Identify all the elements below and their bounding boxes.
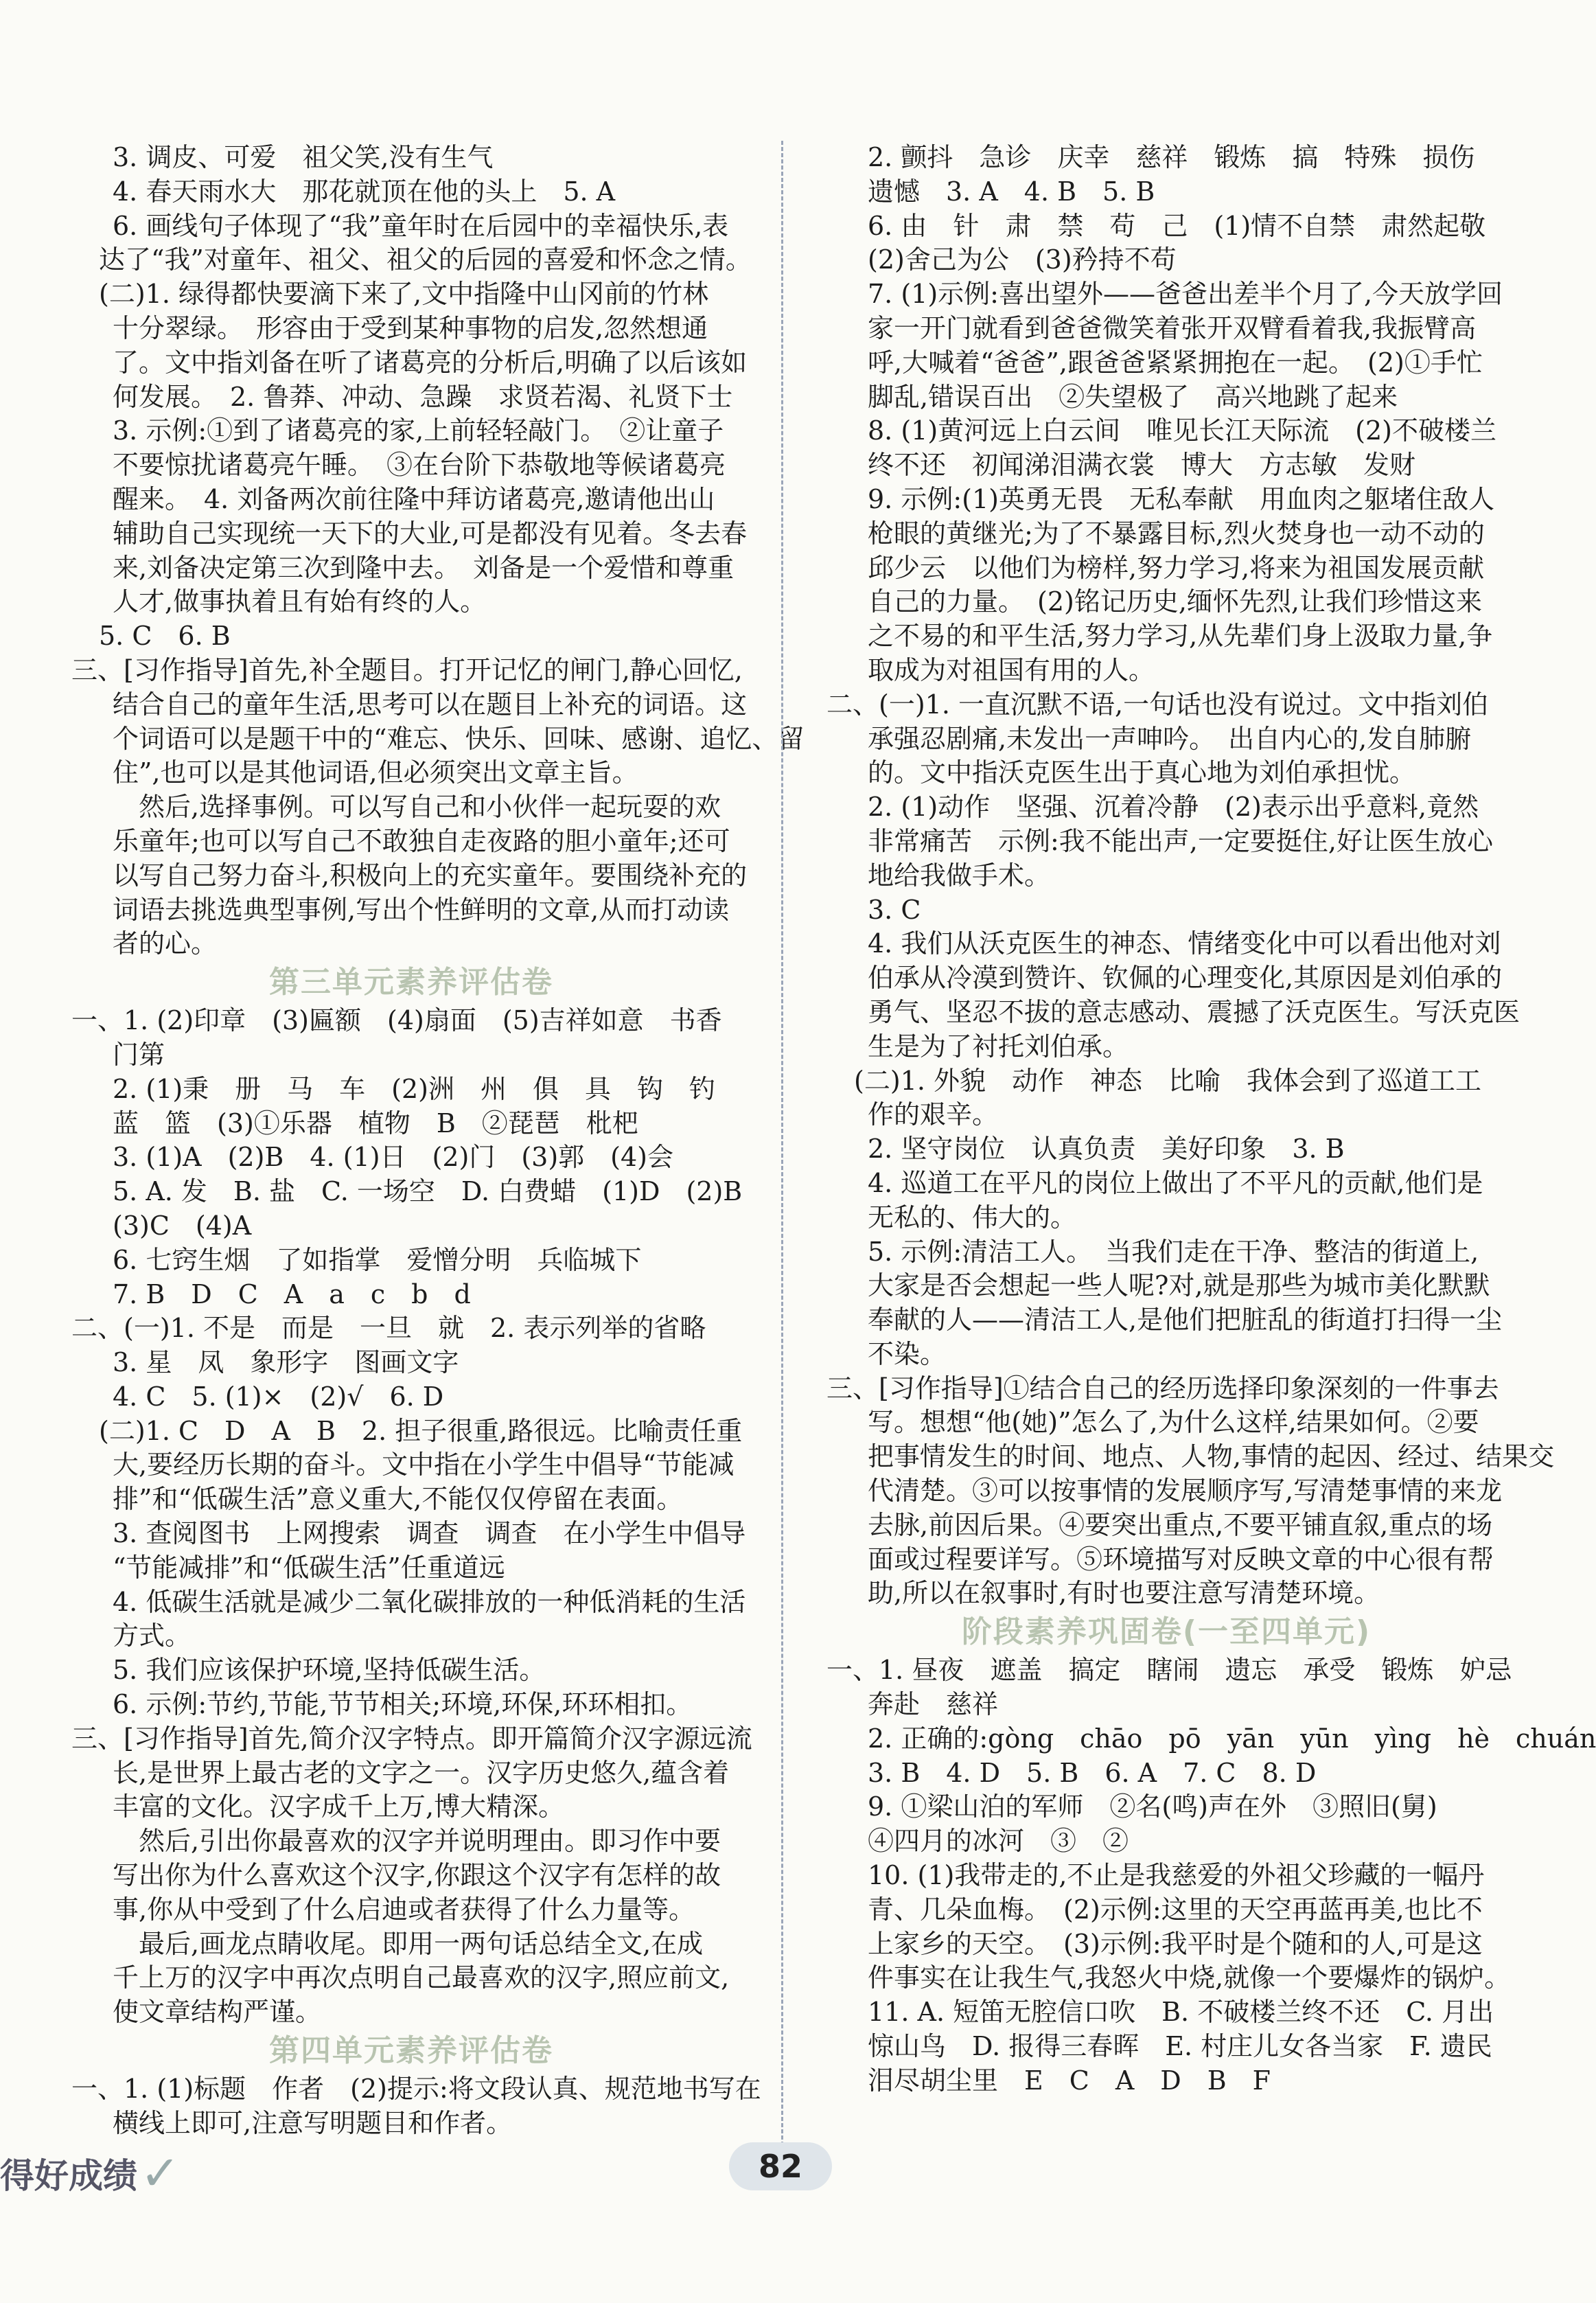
left-answer-line: 三、[习作指导]首先,简介汉字特点。即开篇简介汉字源远流 <box>71 1723 752 1754</box>
right-answer-line: 2. 正确的:gòng chāo pō yān yūn yìng hè chuán <box>868 1723 1596 1754</box>
left-answer-line: 横线上即可,注意写明题目和作者。 <box>113 2107 513 2138</box>
left-answer-line: 3. 查阅图书 上网搜索 调查 调查 在小学生中倡导 <box>113 1518 746 1549</box>
left-answer-line: 十分翠绿。 形容由于受到某种事物的启发,忽然想通 <box>113 312 708 343</box>
left-answer-line: 3. (1)A (2)B 4. (1)日 (2)门 (3)郭 (4)会 <box>113 1142 674 1173</box>
left-answer-line: 3. 示例:①到了诸葛亮的家,上前轻轻敲门。 ②让童子 <box>113 415 724 446</box>
right-column <box>826 141 1596 2098</box>
checkmark-icon: ✓ <box>140 2145 181 2201</box>
right-answer-line: 3. C <box>868 894 921 925</box>
right-answer-line: 11. A. 短笛无腔信口吹 B. 不破楼兰终不还 C. 月出 <box>868 1997 1494 2028</box>
right-answer-line: 一、1. 昼夜 遮盖 搞定 瞎闹 遗忘 承受 锻炼 妒忌 <box>826 1655 1512 1686</box>
left-answer-line: 一、1. (1)标题 作者 (2)提示:将文段认真、规范地书写在 <box>71 2074 761 2105</box>
right-answer-line: 3. B 4. D 5. B 6. A 7. C 8. D <box>868 1757 1317 1788</box>
right-answer-line: 地给我做手术。 <box>868 860 1051 891</box>
left-answer-line: 个词语可以是题干中的“难忘、快乐、回味、感谢、追忆、留 <box>113 723 805 754</box>
left-answer-line: 5. 我们应该保护环境,坚持低碳生活。 <box>113 1655 546 1686</box>
left-answer-line: 写出你为什么喜欢这个汉字,你跟这个汉字有怎样的故 <box>113 1860 721 1891</box>
right-answer-line: 4. 我们从沃克医生的神态、情绪变化中可以看出他对刘 <box>868 928 1501 959</box>
page-number: 82 <box>729 2142 832 2190</box>
right-answer-line: 去脉,前因后果。④要突出重点,不要平铺直叙,重点的场 <box>868 1509 1493 1540</box>
left-answer-line: 达了“我”对童年、祖父、祖父的后园的喜爱和怀念之情。 <box>99 244 752 275</box>
column-divider <box>781 141 783 2146</box>
left-answer-line: 三、[习作指导]首先,补全题目。打开记忆的闸门,静心回忆, <box>71 654 743 685</box>
right-answer-line: 三、[习作指导]①结合自己的经历选择印象深刻的一件事去 <box>826 1373 1499 1403</box>
right-answer-line: 自己的力量。 (2)铭记历史,缅怀先烈,让我们珍惜这来 <box>868 586 1482 617</box>
right-answer-line: 的。文中指沃克医生出于真心地为刘伯承担忧。 <box>868 757 1416 788</box>
brand-text: 得好成绩 <box>0 2156 137 2196</box>
right-answer-line: (2)舍己为公 (3)矜持不苟 <box>868 244 1177 275</box>
right-answer-line: 写。想想“他(她)”怎么了,为什么这样,结果如何。②要 <box>868 1407 1479 1438</box>
left-answer-line: 二、(一)1. 不是 而是 一旦 就 2. 表示列举的省略 <box>71 1313 706 1344</box>
left-answer-line: 6. 七窍生烟 了如指掌 爱憎分明 兵临城下 <box>113 1244 642 1275</box>
left-answer-line: 4. 春天雨水大 那花就顶在他的头上 5. A <box>113 176 616 207</box>
right-answer-line: 6. 由 针 肃 禁 苟 己 (1)情不自禁 肃然起敬 <box>868 210 1486 241</box>
right-answer-line: 伯承从冷漠到赞许、钦佩的心理变化,其原因是刘伯承的 <box>868 963 1503 994</box>
left-answer-line: 以写自己努力奋斗,积极向上的充实童年。要围绕补充的 <box>113 860 748 891</box>
right-answer-line: 承强忍剧痛,未发出一声呻吟。 出自内心的,发自肺腑 <box>868 723 1472 754</box>
right-answer-line: 面或过程要详写。⑤环境描写对反映文章的中心很有帮 <box>868 1544 1494 1574</box>
right-answer-line: 10. (1)我带走的,不止是我慈爱的外祖父珍藏的一幅丹 <box>868 1860 1485 1891</box>
right-answer-line: 生是为了衬托刘伯承。 <box>868 1031 1129 1062</box>
left-answer-line: 3. 调皮、可爱 祖父笑,没有生气 <box>113 142 494 172</box>
right-answer-line: 泪尽胡尘里 E C A D B F <box>868 2065 1271 2096</box>
right-answer-line: 作的艰辛。 <box>868 1099 999 1130</box>
left-answer-line: 辅助自己实现统一天下的大业,可是都没有见着。冬去春 <box>113 518 748 549</box>
right-answer-line: 件事实在让我生气,我怒火中烧,就像一个要爆炸的锅炉。 <box>868 1962 1511 1993</box>
right-answer-line: 2. (1)动作 坚强、沉着冷静 (2)表示出乎意料,竟然 <box>868 792 1479 823</box>
left-answer-line: 使文章结构严谨。 <box>113 1997 322 2028</box>
left-answer-line: 乐童年;也可以写自己不敢独自走夜路的胆小童年;还可 <box>113 825 730 856</box>
right-answer-line: 2. 颤抖 急诊 庆幸 慈祥 锻炼 搞 特殊 损伤 <box>868 142 1475 172</box>
left-answer-line: 5. A. 发 B. 盐 C. 一场空 D. 白费蜡 (1)D (2)B <box>113 1176 743 1207</box>
left-answer-line: 6. 示例:节约,节能,节节相关;环境,环保,环环相扣。 <box>113 1689 693 1720</box>
right-answer-line: 2. 坚守岗位 认真负责 美好印象 3. B <box>868 1134 1345 1165</box>
left-answer-line: 方式。 <box>113 1620 192 1651</box>
right-answer-line: 5. 示例:清洁工人。 当我们走在干净、整洁的街道上, <box>868 1236 1479 1267</box>
right-answer-line: 邱少云 以他们为榜样,努力学习,将来为祖国发展贡献 <box>868 552 1485 583</box>
left-answer-line: 丰富的文化。汉字成千上万,博大精深。 <box>113 1791 565 1822</box>
right-answer-line: 8. (1)黄河远上白云间 唯见长江天际流 (2)不破楼兰 <box>868 415 1496 446</box>
right-answer-line: 无私的、伟大的。 <box>868 1202 1077 1233</box>
right-answer-line: 代清楚。③可以按事情的发展顺序写,写清楚事情的来龙 <box>868 1476 1503 1506</box>
left-answer-line: 2. (1)秉 册 马 车 (2)洲 州 俱 具 钩 钓 <box>113 1073 715 1104</box>
right-answer-line: 遗憾 3. A 4. B 5. B <box>868 176 1155 207</box>
section-title: 第四单元素养评估卷 <box>269 2033 553 2069</box>
left-answer-line: 门第 <box>113 1039 165 1070</box>
left-answer-line: 结合自己的童年生活,思考可以在题目上补充的词语。这 <box>113 689 748 720</box>
left-answer-line: 排”和“低碳生活”意义重大,不能仅仅停留在表面。 <box>113 1484 683 1515</box>
left-answer-line: 住”,也可以是其他词语,但必须突出文章主旨。 <box>113 757 638 788</box>
right-answer-line: 4. 巡道工在平凡的岗位上做出了不平凡的贡献,他们是 <box>868 1167 1483 1198</box>
right-answer-line: ④四月的冰河 ③ ② <box>868 1826 1129 1857</box>
left-answer-line: (二)1. C D A B 2. 担子很重,路很远。比喻责任重 <box>99 1415 743 1446</box>
left-answer-line: 4. 低碳生活就是减少二氧化碳排放的一种低消耗的生活 <box>113 1586 746 1617</box>
left-answer-line: (3)C (4)A <box>113 1210 252 1241</box>
right-answer-line: 大家是否会想起一些人呢?对,就是那些为城市美化默默 <box>868 1270 1490 1301</box>
right-answer-line: 9. 示例:(1)英勇无畏 无私奉献 用血肉之躯堵住敌人 <box>868 483 1494 514</box>
right-answer-line: 终不还 初闻涕泪满衣裳 博大 方志敏 发财 <box>868 450 1416 481</box>
right-answer-line: 助,所以在叙事时,有时也要注意写清楚环境。 <box>868 1578 1380 1609</box>
right-answer-line: 7. (1)示例:喜出望外——爸爸出差半个月了,今天放学回 <box>868 279 1503 310</box>
left-answer-line: 大,要经历长期的奋斗。文中指在小学生中倡导“节能减 <box>113 1450 735 1480</box>
left-answer-line: 3. 星 凤 象形字 图画文字 <box>113 1347 459 1378</box>
left-answer-line: 5. C 6. B <box>99 621 231 652</box>
left-answer-line: 4. C 5. (1)× (2)√ 6. D <box>113 1381 444 1412</box>
right-answer-line: 把事情发生的时间、地点、人物,事情的起因、经过、结果交 <box>868 1441 1555 1472</box>
right-answer-line: 二、(一)1. 一直沉默不语,一句话也没有说过。文中指刘伯 <box>826 689 1489 720</box>
left-answer-line: 事,你从中受到了什么启迪或者获得了什么力量等。 <box>113 1894 695 1925</box>
left-answer-line: (二)1. 绿得都快要滴下来了,文中指隆中山冈前的竹林 <box>99 279 709 310</box>
left-answer-line: 最后,画龙点睛收尾。即用一两句话总结全文,在成 <box>113 1928 704 1959</box>
left-answer-line: 醒来。 4. 刘备两次前往隆中拜访诸葛亮,邀请他出山 <box>113 483 715 514</box>
right-answer-line: 取成为对祖国有用的人。 <box>868 654 1155 685</box>
left-answer-line: 词语去挑选典型事例,写出个性鲜明的文章,从而打动读 <box>113 894 730 925</box>
left-answer-line: 不要惊扰诸葛亮午睡。 ③在台阶下恭敬地等候诸葛亮 <box>113 450 726 481</box>
left-answer-line: 人才,做事执着且有始有终的人。 <box>113 586 487 617</box>
right-answer-line: 奔赴 慈祥 <box>868 1689 999 1720</box>
left-answer-line: 何发展。 2. 鲁莽、冲动、急躁 求贤若渴、礼贤下士 <box>113 381 733 412</box>
brand-logo <box>0 2145 181 2201</box>
right-answer-line: 勇气、坚忍不拔的意志感动、震撼了沃克医生。写沃克医 <box>868 996 1520 1027</box>
right-answer-line: 非常痛苦 示例:我不能出声,一定要挺住,好让医生放心 <box>868 825 1493 856</box>
left-answer-line: “节能减排”和“低碳生活”任重道远 <box>113 1552 505 1583</box>
right-answer-line: 9. ①梁山泊的军师 ②名(鸣)声在外 ③照旧(舅) <box>868 1791 1437 1822</box>
right-answer-line: 上家乡的天空。 (3)示例:我平时是个随和的人,可是这 <box>868 1928 1483 1959</box>
left-answer-line: 6. 画线句子体现了“我”童年时在后园中的幸福快乐,表 <box>113 210 729 241</box>
left-answer-line: 长,是世界上最古老的文字之一。汉字历史悠久,蕴含着 <box>113 1757 730 1788</box>
right-answer-line: 之不易的和平生活,努力学习,从先辈们身上汲取力量,争 <box>868 621 1493 652</box>
left-column <box>71 141 805 2141</box>
right-answer-line: 青、几朵血梅。 (2)示例:这里的天空再蓝再美,也比不 <box>868 1894 1483 1925</box>
right-answer-line: 脚乱,错误百出 ②失望极了 高兴地跳了起来 <box>868 381 1398 412</box>
section-title: 阶段素养巩固卷(一至四单元) <box>961 1614 1372 1650</box>
right-answer-line: 枪眼的黄继光;为了不暴露目标,烈火焚身也一动不动的 <box>868 518 1485 549</box>
right-answer-line: 呼,大喊着“爸爸”,跟爸爸紧紧拥抱在一起。 (2)①手忙 <box>868 347 1483 378</box>
left-answer-line: 然后,引出你最喜欢的汉字并说明理由。即习作中要 <box>113 1826 721 1857</box>
right-answer-line: 惊山鸟 D. 报得三春晖 E. 村庄儿女各当家 F. 遗民 <box>868 2031 1492 2062</box>
left-answer-line: 一、1. (2)印章 (3)匾额 (4)扇面 (5)吉祥如意 书香 <box>71 1005 722 1036</box>
right-answer-line: (二)1. 外貌 动作 神态 比喻 我体会到了巡道工工 <box>854 1065 1481 1096</box>
left-answer-line: 7. B D C A a c b d <box>113 1279 471 1309</box>
right-answer-line: 奉献的人——清洁工人,是他们把脏乱的街道打扫得一尘 <box>868 1305 1503 1336</box>
left-answer-line: 者的心。 <box>113 928 218 959</box>
left-answer-line: 千上万的汉字中再次点明自己最喜欢的汉字,照应前文, <box>113 1962 730 1993</box>
left-answer-line: 蓝 篮 (3)①乐器 植物 B ②琵琶 枇杷 <box>113 1108 638 1138</box>
section-title: 第三单元素养评估卷 <box>269 965 553 1000</box>
left-answer-line: 然后,选择事例。可以写自己和小伙伴一起玩耍的欢 <box>113 792 721 823</box>
left-answer-line: 了。文中指刘备在听了诸葛亮的分析后,明确了以后该如 <box>113 347 748 378</box>
left-answer-line: 来,刘备决定第三次到隆中去。 刘备是一个爱惜和尊重 <box>113 552 735 583</box>
right-answer-line: 不染。 <box>868 1338 947 1369</box>
right-answer-line: 家一开门就看到爸爸微笑着张开双臂看着我,我振臂高 <box>868 312 1477 343</box>
